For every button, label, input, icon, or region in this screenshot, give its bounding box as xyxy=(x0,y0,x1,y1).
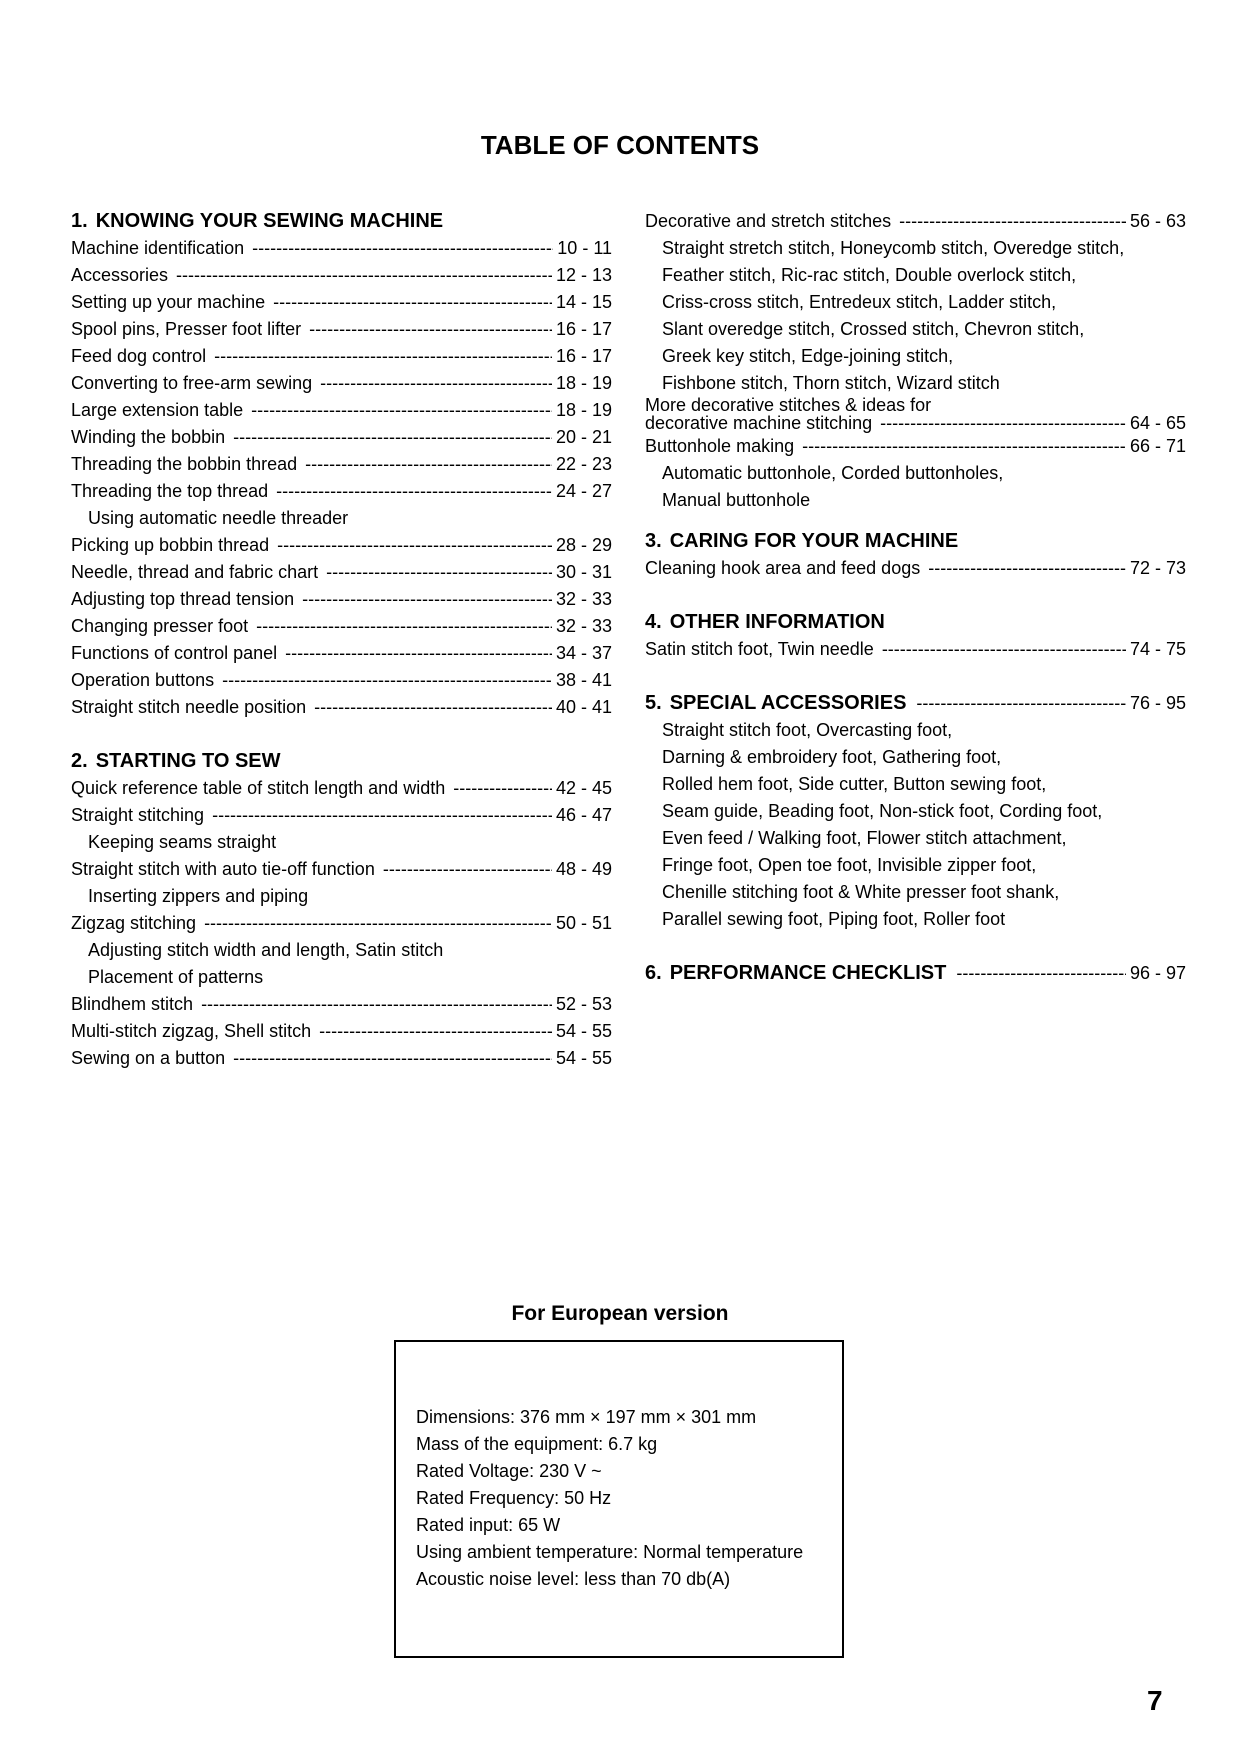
toc-entry-title: Machine identification xyxy=(71,238,245,258)
toc-entry[interactable] xyxy=(71,343,612,370)
toc-entry[interactable] xyxy=(71,802,612,829)
toc-entry[interactable] xyxy=(71,316,612,343)
spec-line: Mass of the equipment: 6.7 kg xyxy=(416,1434,658,1454)
dot-leader xyxy=(305,451,552,478)
toc-entry-pages: 20 - 21 xyxy=(555,427,612,447)
toc-entry-title: Setting up your machine xyxy=(71,292,266,312)
toc-entry-title: Blindhem stitch xyxy=(71,994,194,1014)
toc-subentry: Using automatic needle threader xyxy=(88,508,349,528)
toc-entry-title: Adjusting top thread tension xyxy=(71,589,295,609)
toc-entry-title: Functions of control panel xyxy=(71,643,278,663)
toc-entry-title: Straight stitch needle position xyxy=(71,697,307,717)
dot-leader xyxy=(326,559,552,586)
toc-subentry: Slant overedge stitch, Crossed stitch, Chevron stitch, xyxy=(662,319,1085,339)
toc-subentry: Rolled hem foot, Side cutter, Button sewing foot, xyxy=(662,774,1047,794)
toc-entry[interactable] xyxy=(71,910,612,937)
spec-line: Rated input: 65 W xyxy=(416,1515,561,1535)
toc-entry-pages: 10 - 11 xyxy=(557,238,612,258)
toc-entry-pages: 16 - 17 xyxy=(555,346,612,366)
toc-entry-pages: 48 - 49 xyxy=(555,859,612,879)
toc-entry-title: decorative machine stitching xyxy=(645,413,873,433)
toc-entry[interactable] xyxy=(71,1018,612,1045)
dot-leader xyxy=(222,667,552,694)
toc-entry-title: Threading the bobbin thread xyxy=(71,454,298,474)
toc-subentry: Feather stitch, Ric-rac stitch, Double overlock stitch, xyxy=(662,265,1077,285)
section-title: SPECIAL ACCESSORIES xyxy=(669,692,907,714)
toc-entry[interactable] xyxy=(71,397,612,424)
toc-entry-title: Large extension table xyxy=(71,400,244,420)
spacer xyxy=(71,721,612,748)
section-heading-other-information xyxy=(645,609,1186,636)
dot-leader xyxy=(276,478,552,505)
toc-subentry: Fringe foot, Open toe foot, Invisible zipper foot, xyxy=(662,855,1037,875)
toc-entry-pages: 40 - 41 xyxy=(555,697,612,717)
toc-subentry: Straight stitch foot, Overcasting foot, xyxy=(662,720,953,740)
toc-entry[interactable] xyxy=(71,424,612,451)
toc-entry-pages: 42 - 45 xyxy=(555,778,612,798)
toc-entry[interactable] xyxy=(645,208,1186,235)
spacer xyxy=(645,663,1186,690)
toc-entry-pages: 24 - 27 xyxy=(555,481,612,501)
toc-entry[interactable] xyxy=(71,1045,612,1072)
toc-entry-pages: 54 - 55 xyxy=(555,1048,612,1068)
toc-entry[interactable] xyxy=(71,451,612,478)
toc-entry-pages: 52 - 53 xyxy=(555,994,612,1014)
toc-entry-pages: 30 - 31 xyxy=(555,562,612,582)
dot-leader xyxy=(383,856,552,883)
section-number: 1. xyxy=(71,210,88,232)
toc-subentry: Manual buttonhole xyxy=(662,490,811,510)
toc-section-entry[interactable] xyxy=(645,690,1186,717)
section-heading-starting-to-sew xyxy=(71,748,612,775)
toc-entry-pages: 18 - 19 xyxy=(555,373,612,393)
dot-leader xyxy=(319,1018,552,1045)
toc-entry[interactable] xyxy=(71,856,612,883)
toc-entry-pages: 32 - 33 xyxy=(555,616,612,636)
section-number: 5. xyxy=(645,692,662,714)
dot-leader xyxy=(916,690,1126,717)
dot-leader xyxy=(320,370,552,397)
toc-entry-title: Zigzag stitching xyxy=(71,913,197,933)
toc-entry[interactable] xyxy=(71,235,612,262)
toc-entry[interactable] xyxy=(645,636,1186,663)
toc-subentry: Placement of patterns xyxy=(88,967,264,987)
dot-leader xyxy=(309,316,552,343)
dot-leader xyxy=(251,397,552,424)
toc-entry-title: Threading the top thread xyxy=(71,481,269,501)
dot-leader xyxy=(880,413,1126,433)
toc-subentry: Seam guide, Beading foot, Non-stick foot, Cording foot, xyxy=(662,801,1103,821)
dot-leader xyxy=(899,208,1126,235)
section-heading-special-accessories xyxy=(645,690,906,717)
toc-entry-pages: 14 - 15 xyxy=(555,292,612,312)
toc-entry-pages: 50 - 51 xyxy=(555,913,612,933)
toc-entry-title: Quick reference table of stitch length and width xyxy=(71,778,446,798)
toc-entry-pages: 72 - 73 xyxy=(1129,558,1186,578)
toc-subentry: Straight stretch stitch, Honeycomb stitch, Overedge stitch, xyxy=(662,238,1125,258)
toc-entry[interactable] xyxy=(71,532,612,559)
toc-entry-title: Straight stitch with auto tie-off function xyxy=(71,859,375,879)
toc-subentry: Adjusting stitch width and length, Satin stitch xyxy=(88,940,444,960)
toc-entry-title: Feed dog control xyxy=(71,346,207,366)
dot-leader xyxy=(256,613,552,640)
page-number: 7 xyxy=(1147,1685,1163,1716)
section-number: 6. xyxy=(645,962,662,984)
toc-entry-pages: 38 - 41 xyxy=(555,670,612,690)
toc-entry-title-line1: More decorative stitches & ideas for xyxy=(645,395,932,415)
toc-entry-title: Operation buttons xyxy=(71,670,215,690)
toc-entry-pages: 54 - 55 xyxy=(555,1021,612,1041)
toc-entry[interactable] xyxy=(71,262,612,289)
toc-entry[interactable] xyxy=(71,613,612,640)
dot-leader xyxy=(314,694,552,721)
toc-entry-title: Cleaning hook area and feed dogs xyxy=(645,558,921,578)
section-heading-performance-checklist xyxy=(645,960,946,987)
toc-entry-title: Sewing on a button xyxy=(71,1048,226,1068)
toc-entry[interactable] xyxy=(71,289,612,316)
toc-entry[interactable] xyxy=(71,667,612,694)
spacer xyxy=(645,514,1186,528)
toc-entry[interactable] xyxy=(71,640,612,667)
dot-leader xyxy=(212,802,552,829)
toc-entry-pages: 66 - 71 xyxy=(1129,436,1186,456)
toc-subentry: Fishbone stitch, Thorn stitch, Wizard stitch xyxy=(662,373,1000,393)
toc-subentry: Chenille stitching foot & White presser foot shank, xyxy=(662,882,1060,902)
toc-section-entry[interactable] xyxy=(645,960,1186,987)
toc-entry-pages: 28 - 29 xyxy=(555,535,612,555)
toc-entry-title: Accessories xyxy=(71,265,169,285)
section-heading-caring xyxy=(645,528,1186,555)
toc-entry[interactable] xyxy=(71,559,612,586)
toc-subentry: Inserting zippers and piping xyxy=(88,886,309,906)
left-column xyxy=(71,208,612,1072)
dot-leader xyxy=(204,910,552,937)
dot-leader xyxy=(214,343,552,370)
toc-entry-title: Decorative and stretch stitches xyxy=(645,211,892,231)
toc-subentry: Automatic buttonhole, Corded buttonholes, xyxy=(662,463,1004,483)
toc-entry-title: Needle, thread and fabric chart xyxy=(71,562,319,582)
specifications-box xyxy=(394,1340,844,1658)
toc-entry-title: Picking up bobbin thread xyxy=(71,535,270,555)
toc-entry[interactable] xyxy=(71,586,612,613)
spec-line: Using ambient temperature: Normal temperature xyxy=(416,1542,804,1562)
dot-leader xyxy=(882,636,1126,663)
toc-subentry: Greek key stitch, Edge-joining stitch, xyxy=(662,346,954,366)
toc-entry[interactable] xyxy=(71,991,612,1018)
toc-entry-pages: 96 - 97 xyxy=(1129,963,1186,983)
toc-entry-title: Converting to free-arm sewing xyxy=(71,373,313,393)
toc-entry-pages: 64 - 65 xyxy=(1129,413,1186,433)
toc-entry-title: Buttonhole making xyxy=(645,436,795,456)
european-version-title: For European version xyxy=(511,1302,729,1325)
toc-subentry: Even feed / Walking foot, Flower stitch attachment, xyxy=(662,828,1067,848)
spacer xyxy=(645,933,1186,960)
page-title: TABLE OF CONTENTS xyxy=(480,130,760,160)
toc-entry-title: Straight stitching xyxy=(71,805,205,825)
dot-leader xyxy=(176,262,552,289)
dot-leader xyxy=(453,775,552,802)
toc-entry-title: Winding the bobbin xyxy=(71,427,226,447)
toc-entry-title: Satin stitch foot, Twin needle xyxy=(645,639,874,659)
toc-entry-pages: 74 - 75 xyxy=(1129,639,1186,659)
spec-line: Rated Frequency: 50 Hz xyxy=(416,1488,612,1508)
specifications-list xyxy=(416,1404,803,1593)
toc-entry-pages: 56 - 63 xyxy=(1129,211,1186,231)
toc-entry-pages: 32 - 33 xyxy=(555,589,612,609)
dot-leader xyxy=(928,555,1126,582)
toc-entry-pages: 76 - 95 xyxy=(1129,693,1186,713)
section-title: KNOWING YOUR SEWING MACHINE xyxy=(95,210,444,232)
toc-subentry: Criss-cross stitch, Entredeux stitch, Ladder stitch, xyxy=(662,292,1057,312)
dot-leader xyxy=(273,289,552,316)
toc-subentry: Darning & embroidery foot, Gathering foot, xyxy=(662,747,1002,767)
toc-entry[interactable] xyxy=(645,555,1186,582)
toc-entry[interactable] xyxy=(71,478,612,505)
toc-entry xyxy=(645,413,1186,433)
dot-leader xyxy=(302,586,552,613)
section-title: STARTING TO SEW xyxy=(95,750,281,772)
toc-entry-title: Changing presser foot xyxy=(71,616,249,636)
spec-line: Dimensions: 376 mm × 197 mm × 301 mm xyxy=(416,1407,757,1427)
section-title: OTHER INFORMATION xyxy=(669,611,885,633)
dot-leader xyxy=(233,424,552,451)
spacer xyxy=(645,582,1186,609)
toc-entry[interactable] xyxy=(71,370,612,397)
toc-entry-pages: 34 - 37 xyxy=(555,643,612,663)
dot-leader xyxy=(233,1045,552,1072)
toc-entry[interactable] xyxy=(71,694,612,721)
section-title: CARING FOR YOUR MACHINE xyxy=(669,530,959,552)
dot-leader xyxy=(285,640,552,667)
section-number: 4. xyxy=(645,611,662,633)
toc-entry-two-line[interactable] xyxy=(645,397,1186,433)
toc-entry-pages: 18 - 19 xyxy=(555,400,612,420)
dot-leader xyxy=(252,235,553,262)
toc-entry-pages: 46 - 47 xyxy=(555,805,612,825)
toc-entry-pages: 12 - 13 xyxy=(555,265,612,285)
section-number: 3. xyxy=(645,530,662,552)
toc-entry[interactable] xyxy=(645,433,1186,460)
section-number: 2. xyxy=(71,750,88,772)
toc-entry-pages: 16 - 17 xyxy=(555,319,612,339)
toc-subentry: Keeping seams straight xyxy=(88,832,277,852)
dot-leader xyxy=(956,960,1126,987)
toc-subentry: Parallel sewing foot, Piping foot, Roller foot xyxy=(662,909,1006,929)
dot-leader xyxy=(277,532,552,559)
toc-entry-title: Spool pins, Presser foot lifter xyxy=(71,319,302,339)
dot-leader xyxy=(201,991,552,1018)
toc-entry-title: Multi-stitch zigzag, Shell stitch xyxy=(71,1021,312,1041)
section-heading-knowing-machine xyxy=(71,208,612,235)
toc-entry-pages: 22 - 23 xyxy=(555,454,612,474)
dot-leader xyxy=(802,433,1126,460)
toc-entry[interactable] xyxy=(71,775,612,802)
spec-line: Rated Voltage: 230 V ~ xyxy=(416,1461,602,1481)
spec-line: Acoustic noise level: less than 70 db(A) xyxy=(416,1569,731,1589)
right-column xyxy=(645,208,1186,987)
section-title: PERFORMANCE CHECKLIST xyxy=(669,962,947,984)
